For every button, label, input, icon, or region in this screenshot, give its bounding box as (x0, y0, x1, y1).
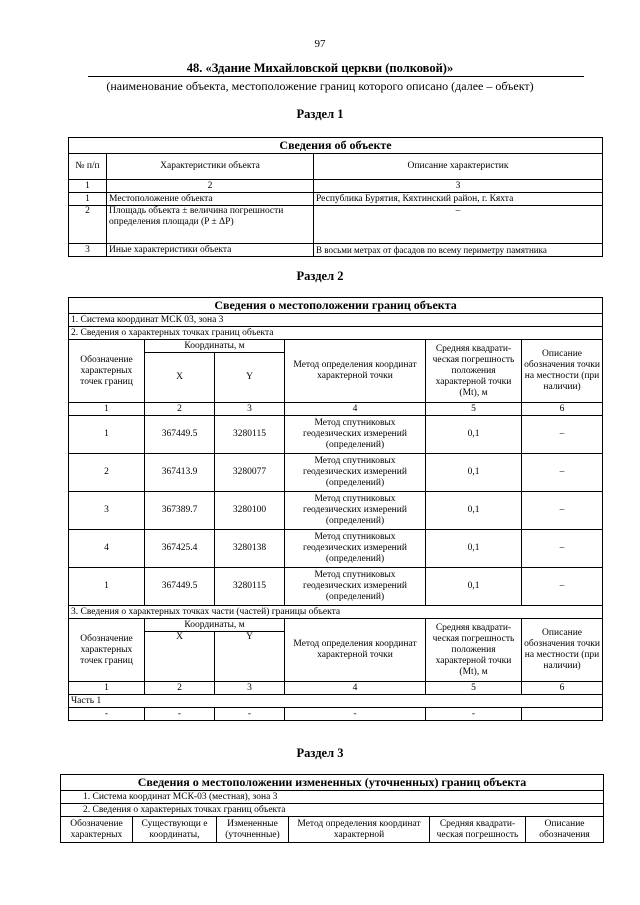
object-title: 48. «Здание Михайловской церкви (полковой)» (186, 61, 454, 75)
point-number: 4 (69, 530, 145, 568)
point-y: 3280077 (215, 454, 285, 492)
point-x: 367389.7 (145, 492, 215, 530)
point-y: 3280115 (215, 568, 285, 606)
column-number: 4 (285, 682, 426, 695)
row-number: 1 (69, 193, 107, 206)
point-description: – (522, 492, 603, 530)
point-method: Метод спутниковых геодезических измерений (определений) (285, 416, 426, 454)
header-error: Средняя квадрати-ческая погрешность (430, 817, 526, 843)
part-cell: - (145, 708, 215, 721)
header-error: Средняя квадрати-ческая погрешность положения характерной точки (Mt), м (426, 340, 522, 403)
characteristic-value: В восьми метрах от фасадов по всему периметру памятника (314, 244, 603, 257)
point-x: 367413.9 (145, 454, 215, 492)
page-number: 97 (314, 38, 326, 50)
header-designation: Обозначение характерных точек границ (69, 619, 145, 682)
table-row (69, 244, 603, 257)
header-x: X (145, 632, 215, 682)
table-row (69, 708, 603, 721)
column-number: 4 (285, 403, 426, 416)
point-description: – (522, 530, 603, 568)
points-title: 2. Сведения о характерных точках границ объекта (61, 804, 604, 817)
part-cell: - (215, 708, 285, 721)
part-cell (522, 708, 603, 721)
header-point-description: Описание обозначения точки на местности (при наличии) (522, 619, 603, 682)
table-row (69, 492, 603, 530)
header-characteristics: Характеристики объекта (107, 154, 314, 180)
points-title: 2. Сведения о характерных точках границ объекта (69, 327, 603, 340)
coordinate-system: 1. Система координат МСК-03 (местная), зона 3 (61, 791, 604, 804)
section1-heading: Раздел 1 (296, 107, 344, 121)
point-description: – (522, 568, 603, 606)
changed-table-title: Сведения о местоположении измененных (уточненных) границ объекта (61, 775, 604, 791)
characteristic-name: Иные характеристики объекта (107, 244, 314, 257)
boundary-location-table (68, 297, 603, 721)
point-y: 3280100 (215, 492, 285, 530)
header-method: Метод определения координат характерной (289, 817, 430, 843)
point-method: Метод спутниковых геодезических измерений (определений) (285, 454, 426, 492)
point-x: 367449.5 (145, 568, 215, 606)
header-existing-coords: Существующи е координаты, (133, 817, 217, 843)
part-cell: - (426, 708, 522, 721)
point-number: 1 (69, 416, 145, 454)
part-points-title: 3. Сведения о характерных точках части (частей) границы объекта (69, 606, 603, 619)
point-error: 0,1 (426, 530, 522, 568)
table-row (69, 416, 603, 454)
header-y: Y (215, 353, 285, 403)
part-label: Часть 1 (69, 695, 603, 708)
point-number: 3 (69, 492, 145, 530)
coordinate-system: 1. Система координат МСК 03, зона 3 (69, 314, 603, 327)
point-method: Метод спутниковых геодезических измерений (определений) (285, 530, 426, 568)
column-number: 6 (522, 403, 603, 416)
header-error: Средняя квадрати-ческая погрешность положения характерной точки (Mt), м (426, 619, 522, 682)
column-number: 5 (426, 682, 522, 695)
column-number: 2 (107, 180, 314, 193)
point-x: 367425.4 (145, 530, 215, 568)
point-y: 3280115 (215, 416, 285, 454)
column-number: 1 (69, 180, 107, 193)
point-y: 3280138 (215, 530, 285, 568)
point-error: 0,1 (426, 454, 522, 492)
column-number: 5 (426, 403, 522, 416)
section3-heading: Раздел 3 (296, 746, 344, 760)
point-number: 2 (69, 454, 145, 492)
part-cell: - (69, 708, 145, 721)
point-method: Метод спутниковых геодезических измерений (определений) (285, 568, 426, 606)
row-number: 3 (69, 244, 107, 257)
point-description: – (522, 454, 603, 492)
characteristic-name: Местоположение объекта (107, 193, 314, 206)
header-changed-coords: Измененные (уточненные) (217, 817, 289, 843)
object-info-table (68, 137, 603, 257)
point-number: 1 (69, 568, 145, 606)
changed-boundaries-table (60, 774, 604, 843)
header-point-description: Описание обозначения (526, 817, 604, 843)
column-number: 2 (145, 403, 215, 416)
object-caption: (наименование объекта, местоположение границ которого описано (далее – объект) (106, 79, 534, 93)
column-number: 6 (522, 682, 603, 695)
point-method: Метод спутниковых геодезических измерений (определений) (285, 492, 426, 530)
characteristic-value: Республика Бурятия, Кяхтинский район, г. Кяхта (314, 193, 603, 206)
table-row (69, 206, 603, 244)
point-error: 0,1 (426, 416, 522, 454)
header-number: № п/п (69, 154, 107, 180)
part-cell: - (285, 708, 426, 721)
title-underline (88, 76, 584, 77)
point-description: – (522, 416, 603, 454)
header-point-description: Описание обозначения точки на местности (при наличии) (522, 340, 603, 403)
header-method: Метод определения координат характерной точки (285, 619, 426, 682)
header-designation: Обозначение характерных точек границ (69, 340, 145, 403)
header-designation: Обозначение характерных (61, 817, 133, 843)
header-description: Описание характеристик (314, 154, 603, 180)
table-row (69, 568, 603, 606)
column-number: 3 (314, 180, 603, 193)
boundary-table-title: Сведения о местоположении границ объекта (69, 298, 603, 314)
table-row (69, 193, 603, 206)
point-error: 0,1 (426, 568, 522, 606)
column-number: 2 (145, 682, 215, 695)
column-number: 1 (69, 403, 145, 416)
point-error: 0,1 (426, 492, 522, 530)
header-y: Y (215, 632, 285, 682)
characteristic-name: Площадь объекта ± величина погрешности определения площади (P ± ΔP) (107, 206, 314, 244)
column-number: 1 (69, 682, 145, 695)
section2-heading: Раздел 2 (296, 269, 344, 283)
header-coordinates: Координаты, м (145, 340, 285, 353)
header-method: Метод определения координат характерной точки (285, 340, 426, 403)
point-x: 367449.5 (145, 416, 215, 454)
object-info-title: Сведения об объекте (69, 138, 603, 154)
table-row (69, 530, 603, 568)
column-number: 3 (215, 403, 285, 416)
header-x: X (145, 353, 215, 403)
header-coordinates: Координаты, м (145, 619, 285, 632)
row-number: 2 (69, 206, 107, 244)
characteristic-value: – (314, 206, 603, 244)
column-number: 3 (215, 682, 285, 695)
table-row (69, 454, 603, 492)
